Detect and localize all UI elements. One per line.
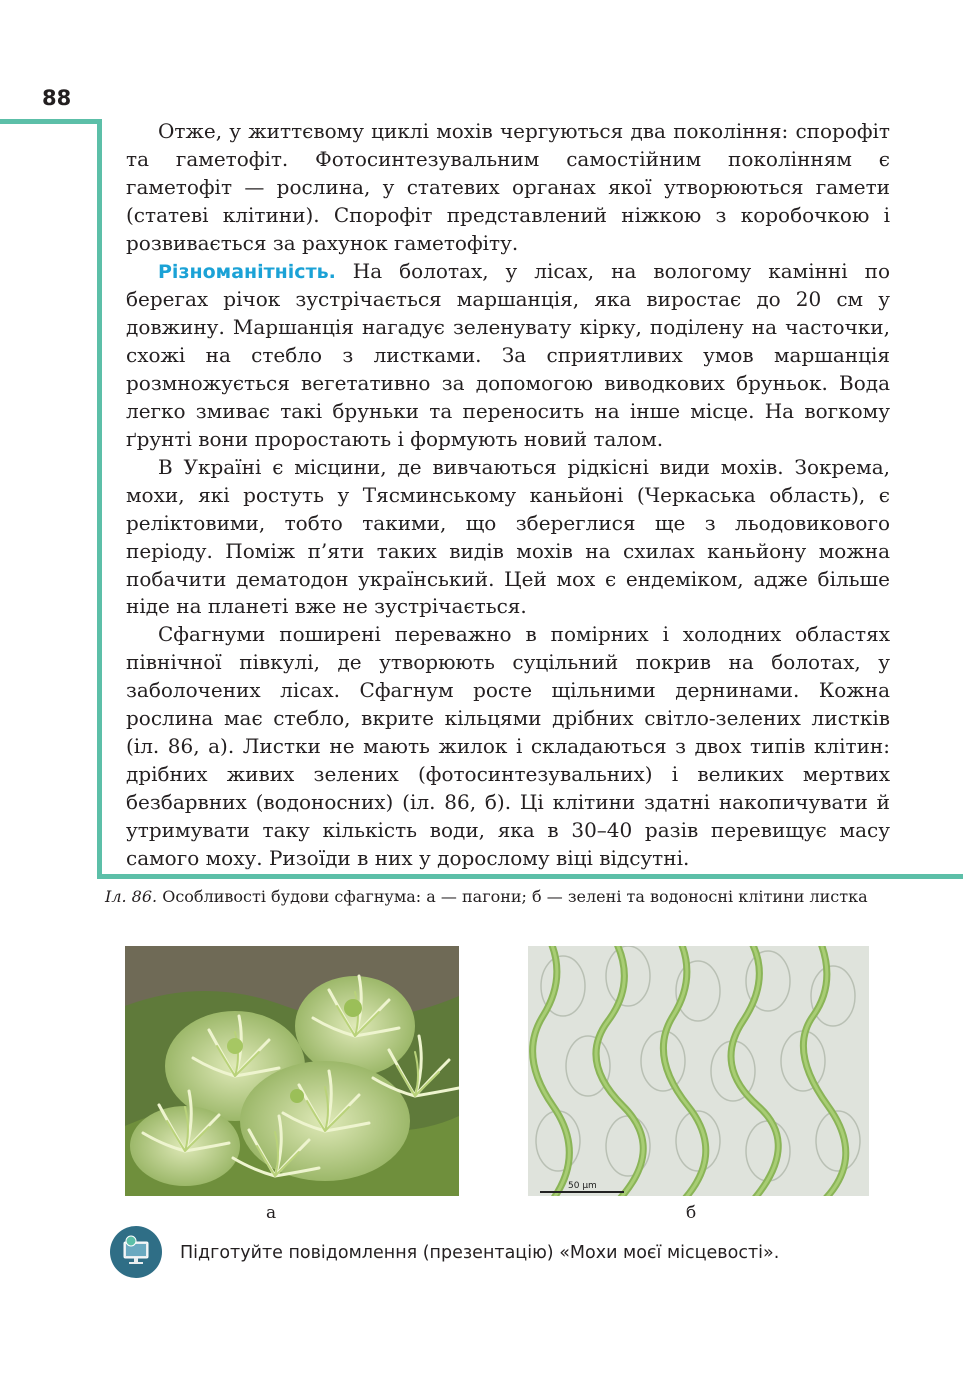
figure-number: Іл. 86.: [105, 887, 158, 906]
frame-left-border: [97, 119, 102, 879]
paragraph-life-cycle: Отже, у життєвому циклі мохів чергуються два покоління: спорофіт та гаметофіт. Фотосинтезувальним самостійним поколінням є гаметофіт — рослина, у статевих органах якої утворюються гамети (статеві клітини). Спорофіт представлений ніжкою з коробочкою і розвивається за рахунок гаметофіту.: [126, 119, 890, 255]
presentation-monitor-icon: [110, 1226, 162, 1278]
paragraph-relict-mosses: В Україні є місцини, де вивчаються рідкісні види мохів. Зокрема, мохи, які ростуть у Тясминському каньйоні (Черкаська область), є реліктовими, тобто такими, що збереглися ще з льодовикового періоду. Поміж п’яти таких видів мохів на схилах каньйону можна побачити дематодон український. Цей мох є ендеміком, адже більше ніде на планеті вже не зустрічається.: [126, 454, 890, 619]
main-text: [126, 118, 890, 872]
scale-bar-label: 50 µm: [568, 1181, 597, 1191]
figure-label-b: б: [686, 1203, 697, 1223]
frame-top-border: [0, 119, 102, 124]
figure-sphagnum-shoots: [125, 946, 459, 1196]
paragraph-diversity: [126, 258, 890, 454]
figure-caption-text: Особливості будови сфагнума: а — пагони; б — зелені та водоносні клітини листка: [162, 887, 868, 906]
paragraph-diversity-text: На болотах, у лісах, на вологому камінні по берегах річок зустрічається маршанція, яка виростає до 20 см у довжину. Маршанція нагадує зеленувату кірку, поділену на часточки, схожі на стебло з листками. За сприятливих умов маршанція розмножується вегетативно за допомогою виводкових бруньок. Вода легко змиває такі бруньки та переносить на інше місце. На вогкому ґрунті вони проростають і формують новий талом.: [126, 258, 891, 451]
task-text: Підготуйте повідомлення (презентацію) «Мохи моєї місцевості».: [180, 1243, 780, 1263]
figure-caption: [105, 885, 890, 909]
paragraph-sphagnum: Сфагнуми поширені переважно в помірних і холодних областях північної півкулі, де утворюють суцільний покрив на болотах, у заболочених лісах. Сфагнум росте щільними дернинами. Кожна рослина має стебло, вкрите кільцями дрібних світло-зелених листків (іл. 86, а). Листки не мають жилок і складаються з двох типів клітин: дрібних живих зелених (фотосинтезувальних) і великих мертвих безбарвних (водоносних) (іл. 86, б). Ці клітини здатні накопичувати й утримувати таку кількість води, яка в 30–40 разів перевищує масу самого моху. Ризоїди в них у дорослому віці відсутні.: [126, 622, 890, 870]
figure-label-a: а: [266, 1203, 277, 1223]
frame-bottom-border: [97, 874, 963, 879]
page-number: 88: [42, 86, 72, 110]
figure-leaf-cells: [528, 946, 869, 1196]
section-title: Різноманітність.: [158, 260, 336, 283]
